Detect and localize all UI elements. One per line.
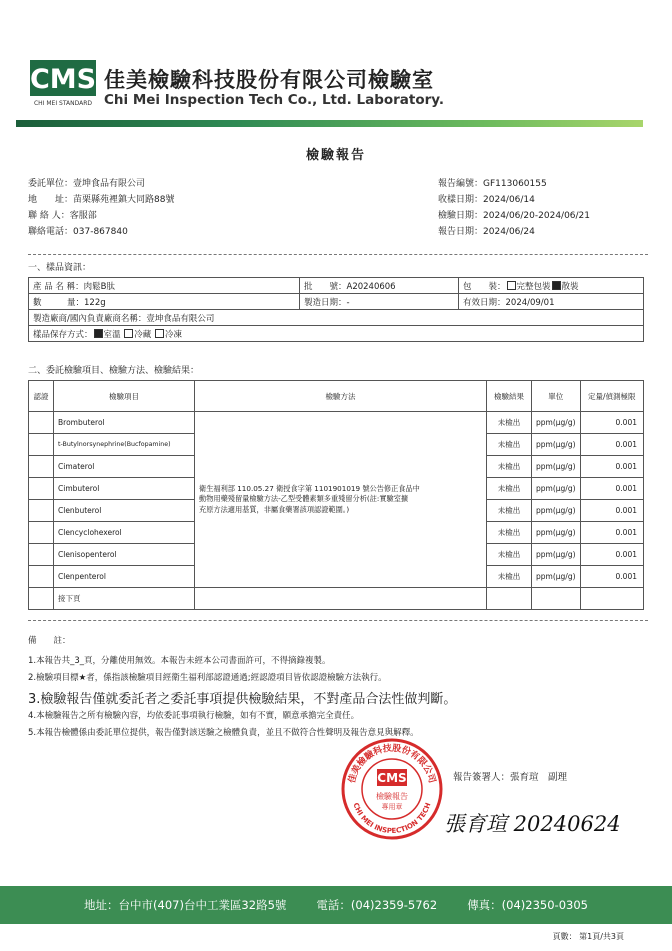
item-cell: Clenbuterol <box>54 500 195 522</box>
method-line: 動物用藥殘留量檢驗方法-乙型受體素類多重殘留分析(註:實驗室擴 <box>199 494 409 504</box>
storage-option: 冷凍 <box>164 329 182 340</box>
client-info-row <box>28 228 174 244</box>
note-item: 5.本報告檢體係由委託單位提供，報告僅對該送驗之檢體負責，並且不做符合性聲明及報告意見與解釋。 <box>28 728 419 738</box>
info-value: 壹坤食品有限公司 <box>73 179 146 189</box>
limit-cell: 0.001 <box>580 456 644 478</box>
footer-phone: 電話：(04)2359-5762 <box>316 898 438 912</box>
empty-cell <box>580 588 644 610</box>
method-cell <box>195 412 487 588</box>
info-value: 2024/06/20-2024/06/21 <box>483 211 591 221</box>
checkbox-checked-icon <box>94 329 103 338</box>
info-value: 037-867840 <box>73 227 128 237</box>
seal-ring-text: 佳美檢驗科技股份有限公司 <box>347 743 437 785</box>
item-cell: Cimbuterol <box>54 478 195 500</box>
manufacturer: 製造廠商/國內負責廠商名稱：壹坤食品有限公司 <box>29 310 644 326</box>
info-label: 報告編號： <box>438 179 484 189</box>
storage-label: 樣品保存方式： <box>33 329 93 340</box>
result-cell: 未檢出 <box>487 566 532 588</box>
item-cell: Clenpenterol <box>54 566 195 588</box>
header-method: 檢驗方法 <box>195 381 487 412</box>
result-cell: 未檢出 <box>487 522 532 544</box>
limit-cell: 0.001 <box>580 500 644 522</box>
result-cell: 未檢出 <box>487 412 532 434</box>
packaging-option: 散裝 <box>561 281 579 292</box>
info-value: 苗栗縣苑裡鎮大同路88號 <box>73 195 175 205</box>
cert-cell <box>29 566 54 588</box>
header-result: 檢驗結果 <box>487 381 532 412</box>
header-item: 檢驗項目 <box>54 381 195 412</box>
seal-ring-text-en: CHI MEI INSPECTION TECH <box>351 801 433 836</box>
expiry-date: 有效日期：2024/09/01 <box>459 294 644 310</box>
note-item-emphasis: 3.檢驗報告僅就委託者之委託事項提供檢驗結果，不對產品合法性做判斷。 <box>28 692 457 707</box>
notes <box>28 634 456 743</box>
empty-cell <box>532 588 581 610</box>
limit-cell: 0.001 <box>580 478 644 500</box>
signer: 報告簽署人：張育瑄 副理 <box>453 772 568 783</box>
sample-packaging <box>459 278 644 294</box>
table-header-row <box>29 381 644 412</box>
info-label: 報告日期： <box>438 227 484 237</box>
info-value: GF113060155 <box>483 179 547 189</box>
info-value: 2024/06/14 <box>483 195 535 205</box>
company-logo <box>30 60 96 106</box>
item-cell: t-Butylnorsynephrine(Bucfopamine) <box>54 434 195 456</box>
result-cell: 未檢出 <box>487 500 532 522</box>
unit-cell: ppm(μg/g) <box>532 434 581 456</box>
item-cell: Cimaterol <box>54 456 195 478</box>
client-info-row <box>28 180 174 196</box>
cert-cell <box>29 500 54 522</box>
packaging-label: 包 裝： <box>463 281 506 292</box>
report-info-row <box>438 212 590 228</box>
logo-mark: CMS <box>30 64 96 95</box>
header-limit: 定量/偵測極限 <box>580 381 644 412</box>
official-seal <box>340 737 444 841</box>
cert-cell <box>29 434 54 456</box>
page-number: 頁數： 第1頁/共3頁 <box>552 932 624 941</box>
storage-option: 冷藏 <box>134 329 152 340</box>
packaging-option: 完整包裝 <box>516 281 551 292</box>
info-label: 委託單位： <box>28 179 74 189</box>
table-row <box>29 326 644 342</box>
continue-note: 接下頁 <box>54 588 195 610</box>
footer-address: 地址：台中市(407)台中工業區32路5號 <box>84 898 287 912</box>
sample-info-table <box>28 277 644 342</box>
header-bar <box>16 120 643 127</box>
result-cell: 未檢出 <box>487 544 532 566</box>
company-name-cn: 佳美檢驗科技股份有限公司檢驗室 <box>104 68 434 92</box>
info-label: 收樣日期： <box>438 195 484 205</box>
info-label: 聯絡電話： <box>28 227 74 237</box>
report-info <box>438 180 590 244</box>
divider <box>28 254 648 255</box>
item-cell: Clencyclohexerol <box>54 522 195 544</box>
client-info-row <box>28 196 174 212</box>
report-info-row <box>438 180 590 196</box>
seal-line2: 專用章 <box>381 803 403 811</box>
header-cert: 認證 <box>29 381 54 412</box>
unit-cell: ppm(μg/g) <box>532 544 581 566</box>
result-cell: 未檢出 <box>487 478 532 500</box>
logo-subtext: CHI MEI STANDARD <box>33 100 93 106</box>
sample-batch: 批 號：A20240606 <box>300 278 459 294</box>
cert-cell <box>29 522 54 544</box>
report-info-row <box>438 228 590 244</box>
limit-cell: 0.001 <box>580 434 644 456</box>
storage-method <box>29 326 644 342</box>
unit-cell: ppm(μg/g) <box>532 412 581 434</box>
handwritten-signature: 張育瑄 20240624 <box>444 812 621 836</box>
checkbox-unchecked-icon <box>507 281 516 290</box>
method-line: 充原方法適用基質，非屬食藥署該項認證範圍。) <box>199 504 350 514</box>
client-info-row <box>28 212 174 228</box>
limit-cell: 0.001 <box>580 412 644 434</box>
footer-bar <box>0 886 672 924</box>
table-row <box>29 278 644 294</box>
report-title: 檢驗報告 <box>305 148 366 163</box>
limit-cell: 0.001 <box>580 544 644 566</box>
checkbox-checked-icon <box>552 281 561 290</box>
result-cell: 未檢出 <box>487 456 532 478</box>
sample-name: 產 品 名 稱：肉鬆B肽 <box>29 278 300 294</box>
section-results-heading: 二、委託檢驗項目、檢驗方法、檢驗結果： <box>28 366 200 376</box>
note-item: 1.本報告共_3_頁，分離使用無效。本報告未經本公司書面許可，不得摘錄複製。 <box>28 656 331 666</box>
info-label: 地 址： <box>28 195 74 205</box>
unit-cell: ppm(μg/g) <box>532 456 581 478</box>
limit-cell: 0.001 <box>580 566 644 588</box>
sample-quantity: 數 量：122g <box>29 294 300 310</box>
empty-cell <box>487 588 532 610</box>
cert-cell <box>29 412 54 434</box>
empty-cell <box>195 588 487 610</box>
results-table <box>28 380 644 610</box>
table-row <box>29 294 644 310</box>
checkbox-unchecked-icon <box>155 329 164 338</box>
company-name-en: Chi Mei Inspection Tech Co., Ltd. Laboratory. <box>104 92 444 108</box>
client-info <box>28 180 174 244</box>
footer-fax: 傳真：(04)2350-0305 <box>467 898 588 912</box>
unit-cell: ppm(μg/g) <box>532 566 581 588</box>
note-item: 2.檢驗項目標★者，係指該檢驗項目經衛生福利部認證通過;經認證項目皆依認證檢驗方法執行。 <box>28 673 387 683</box>
table-row <box>29 310 644 326</box>
info-label: 聯 絡 人： <box>28 211 70 221</box>
cert-cell <box>29 544 54 566</box>
info-value: 2024/06/24 <box>483 227 535 237</box>
method-line: 衛生福利部 110.05.27 衛授食字第 1101901019 號公告修正食品中 <box>199 483 420 493</box>
limit-cell: 0.001 <box>580 522 644 544</box>
seal-logo: CMS <box>377 771 407 785</box>
manufacture-date: 製造日期：- <box>300 294 459 310</box>
unit-cell: ppm(μg/g) <box>532 478 581 500</box>
table-row <box>29 588 644 610</box>
divider <box>28 620 648 621</box>
info-value: 客服部 <box>69 211 97 221</box>
unit-cell: ppm(μg/g) <box>532 522 581 544</box>
unit-cell: ppm(μg/g) <box>532 500 581 522</box>
result-cell: 未檢出 <box>487 434 532 456</box>
seal-line1: 檢驗報告 <box>376 792 408 801</box>
item-cell: Clenisopenterol <box>54 544 195 566</box>
footer-contact <box>0 886 672 924</box>
info-label: 檢驗日期： <box>438 211 484 221</box>
note-item: 4.本檢驗報告之所有檢驗內容，均依委託事項執行檢驗，如有不實，願意承擔完全責任。 <box>28 711 360 721</box>
notes-title: 備 註： <box>28 636 71 646</box>
storage-option: 室溫 <box>103 329 121 340</box>
header-unit: 單位 <box>532 381 581 412</box>
report-info-row <box>438 196 590 212</box>
cert-cell <box>29 478 54 500</box>
checkbox-unchecked-icon <box>124 329 133 338</box>
table-row <box>29 412 644 434</box>
cert-cell <box>29 588 54 610</box>
item-cell: Brombuterol <box>54 412 195 434</box>
cert-cell <box>29 456 54 478</box>
section-sample-heading: 一、樣品資訊： <box>28 263 92 273</box>
